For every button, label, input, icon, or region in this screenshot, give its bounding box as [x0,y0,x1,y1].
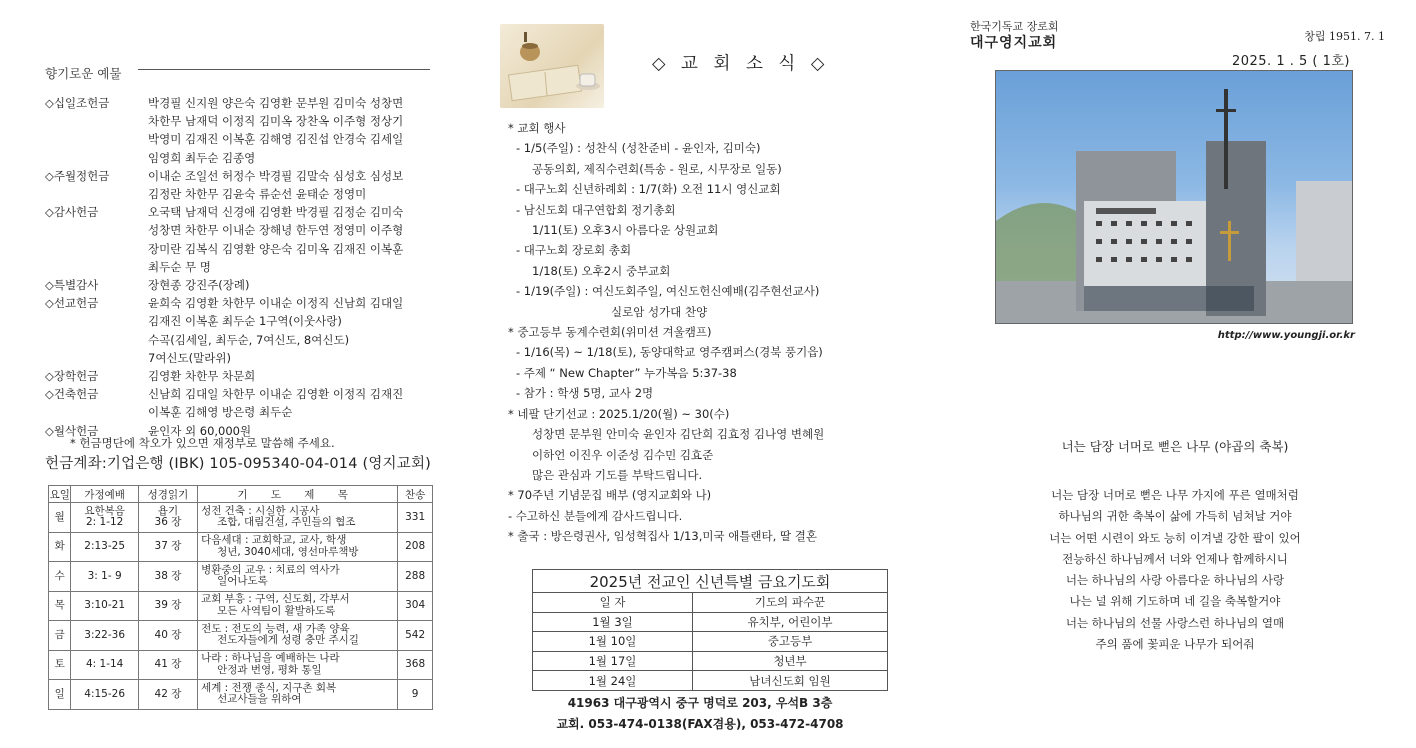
poem-line: 주의 품에 꽃피운 나무가 되어줘 [1095,637,1255,652]
table-header-row [533,593,888,613]
poem-title: 너는 담장 너머로 뻗은 나무 (야곱의 축복) [1061,439,1289,454]
issue-date: 2025. 1 . 5 ( 1호) [1231,54,1350,69]
reading-cell [138,532,197,562]
address-line: 41963 대구광역시 중구 명덕로 203, 우석B 3층 [567,696,833,710]
poem-line: 하나님의 귀한 축복이 삶에 가득히 넘쳐날 거야 [1058,509,1292,524]
founded-date: 창립 1951. 7. 1 [1304,30,1385,43]
news-item: 1/11(토) 오후3시 아름다운 상원교회 [532,223,719,238]
worship-line: 3:10-21 [84,599,126,611]
offering-account: 헌금계좌:기업은행 (IBK) 105-095340-04-014 (영지교회) [45,456,432,472]
news-title: ◇ 교 회 소 식 ◇ [652,54,830,74]
worship-cell [71,532,138,562]
offering-row [45,167,435,203]
church-name: 대구영지교회 [970,35,1058,51]
prayer-line: 성전 건축 : 시실한 시공사 [201,504,320,517]
news-item: * 출국 : 방은령권사, 임성혁집사 1/13,미국 애틀랜타, 딸 결혼 [508,529,817,544]
offering-row [45,294,435,367]
prayer-cell [198,621,398,651]
hymn-cell: 304 [398,591,433,621]
offering-names-line: 최두순 무 명 [148,259,211,274]
offering-row [45,385,435,421]
table-row [49,562,433,592]
offering-names [148,203,435,276]
offering-row [45,94,435,167]
reading-line: 42 장 [154,687,182,700]
prayer-cell [198,532,398,562]
offering-names-line: 임영희 최두순 김종영 [148,150,256,165]
worship-cell [71,562,138,592]
table-row [533,632,888,652]
table-row [533,651,888,671]
offering-names [148,385,435,421]
worship-line: 4:15-26 [84,687,126,700]
day-cell: 토 [49,650,71,680]
table-row [49,650,433,680]
offering-names-line: 차한무 남재덕 이정직 김미옥 장찬옥 이주형 정상기 [148,114,404,129]
offering-names-line: 7여신도(말라위) [148,350,231,365]
reading-cell [138,562,197,592]
phone-line: 교회. 053-474-0138(FAX겸용), 053-472-4708 [556,716,844,731]
news-item: * 네팔 단기선교 : 2025.1/20(월) ~ 30(수) [508,406,730,421]
hymn-cell: 331 [398,503,433,533]
reading-cell [138,650,197,680]
day-cell: 화 [49,532,71,562]
reading-line: 38 장 [154,569,182,582]
prayer-line: 전도 : 전도의 능력, 새 가족 양육 [201,622,350,635]
news-item: - 주제 “ New Chapter” 누가복음 5:37-38 [516,365,737,380]
offering-names-line: 장현종 강진주(장례) [148,278,250,293]
offering-category: ◇주월정헌금 [45,168,110,183]
prayer-cell [198,562,398,592]
news-item: * 중고등부 동계수련회(위미션 겨울캠프) [508,325,712,340]
offerings-note: * 헌금명단에 착오가 있으면 재정부로 말씀해 주세요. [70,436,335,450]
offering-row [45,276,435,294]
prayer-line: 전도자들에게 성령 충만 주시길 [217,634,359,647]
day-cell: 일 [49,680,71,710]
news-item: 실로암 성가대 찬양 [611,304,708,319]
poem-line: 나는 널 위해 기도하며 네 길을 축복할거야 [1069,594,1281,609]
date-cell: 1월 24일 [533,671,693,691]
date-cell: 1월 3일 [533,612,693,632]
prayer-line: 선교사들을 위하여 [217,693,302,706]
news-item: - 1/16(목) ~ 1/18(토), 동양대학교 영주캠퍼스(경북 풍기읍) [516,345,823,360]
church-address [500,693,900,734]
worship-line: 2: 1-12 [85,516,124,529]
news-item: 많은 관심과 기도를 부탁드립니다. [532,467,703,482]
offering-row [45,203,435,276]
offering-names-line: 이내순 조일선 허정수 박경필 김말숙 심성호 심성보 [148,168,404,183]
offering-category: ◇감사헌금 [45,205,99,220]
offering-names [148,367,435,385]
hymn-cell: 542 [398,621,433,651]
table-row [533,612,888,632]
divider [138,69,430,70]
offering-names-line: 윤인자 외 60,000원 [148,423,252,438]
news-item: 성창면 문부원 안미숙 윤인자 김단희 김효정 김나영 변혜원 [532,427,825,442]
news-item: * 교회 행사 [508,121,566,135]
date-cell: 1월 17일 [533,651,693,671]
offering-names-line: 윤희숙 김영환 차한무 이내순 이정직 신남희 김대일 [148,296,404,311]
table-row [49,680,433,710]
table-row [49,591,433,621]
day-cell: 금 [49,621,71,651]
worship-line: 4: 1-14 [85,658,124,670]
worship-line: 3: 1- 9 [87,569,122,582]
date-cell: 1월 10일 [533,632,693,652]
reading-line: 36 장 [154,516,182,529]
worship-cell [71,650,138,680]
reading-cell [138,621,197,651]
hymn-cell: 208 [398,532,433,562]
offering-row [45,367,435,385]
reading-line: 39 장 [154,599,182,611]
offering-names [148,294,435,367]
news-item: 1/18(토) 오후2시 중부교회 [532,263,671,278]
offering-category: ◇건축헌금 [45,387,99,402]
news-item: 공동의회, 제직수련회(특송 - 원로, 시무장로 일동) [532,161,782,176]
news-item: - 대구노회 장로회 총회 [516,243,632,258]
offering-names [148,276,435,294]
reading-cell [138,503,197,533]
prayer-cell [198,650,398,680]
worship-line: 3:22-36 [84,628,126,641]
offering-names-line: 김영환 차한무 차문희 [148,369,256,384]
table-row [533,671,888,691]
hymn-cell: 9 [398,680,433,710]
news-item: - 남신도회 대구연합회 정기총회 [516,202,676,217]
offering-category: ◇십일조헌금 [45,96,110,110]
poem-body [965,485,1385,655]
news-item: - 대구노회 신년하례회 : 1/7(화) 오전 11시 영신교회 [516,182,781,197]
church-website[interactable]: http://www.youngji.or.kr [1217,330,1355,341]
prayer-schedule-title: 2025년 전교인 신년특별 금요기도회 [533,570,888,593]
prayer-cell [198,680,398,710]
poem-line: 너는 담장 너머로 뻗은 나무 가지에 푸른 열매처럼 [1051,488,1299,502]
worship-cell [71,503,138,533]
worship-cell [71,680,138,710]
team-cell: 청년부 [693,651,888,671]
denomination: 한국기독교 장로회 [970,20,1059,33]
prayer-line: 나라 : 하나님을 예배하는 나라 [201,652,340,665]
offering-category: ◇특별감사 [45,278,99,293]
reading-line: 욥기 [157,504,179,517]
offering-names-line: 성창면 차한무 이내순 장해녕 한두연 정영미 이주형 [148,223,404,238]
poem-line: 너는 하나님의 사랑 아름다운 하나님의 사랑 [1065,573,1285,588]
reading-cell [138,680,197,710]
column-header: 기도의 파수꾼 [693,593,888,613]
day-cell: 수 [49,562,71,592]
reading-line: 41 장 [154,658,182,670]
prayer-line: 청년, 3040세대, 영선마루책방 [217,545,359,558]
cover-panel [965,0,1385,748]
prayer-line: 모든 사역팀이 활발하도록 [217,604,336,617]
reading-line: 37 장 [154,540,182,552]
church-building-image [995,70,1353,324]
coffee-book-image [500,24,604,108]
hymn-cell: 288 [398,562,433,592]
news-item: - 1/5(주일) : 성찬식 (성찬준비 - 윤인자, 김미숙) [516,141,761,156]
prayer-line: 일어나도록 [217,575,268,588]
reading-cell [138,591,197,621]
table-row [49,532,433,562]
worship-line: 2:13-25 [84,540,126,552]
prayer-line: 다음세대 : 교회학교, 교사, 학생 [201,534,347,547]
table-row [49,503,433,533]
offerings-panel [40,0,440,748]
news-item: - 수고하신 분들에게 감사드립니다. [508,508,683,523]
prayer-line: 세계 : 전쟁 종식, 지구촌 회복 [201,681,337,694]
offering-names-line: 장미란 김복식 김영환 양은숙 김미옥 김재진 이복훈 [148,241,404,256]
day-cell: 목 [49,591,71,621]
offering-names-line: 김정란 차한무 김윤숙 류순선 윤태순 정영미 [148,187,367,202]
worship-cell [71,591,138,621]
reading-line: 40 장 [154,628,182,641]
table-row [49,621,433,651]
news-item: - 1/19(주일) : 여신도회주일, 여신도헌신예배(김주현선교사) [516,284,820,299]
table-header-row [49,486,433,503]
worship-line: 요한복음 [84,504,125,517]
news-list [508,118,900,547]
offering-category: ◇월삭헌금 [45,423,99,438]
prayer-cell [198,503,398,533]
column-header: 찬송 [398,486,433,503]
offering-category: ◇선교헌금 [45,296,99,311]
offering-names-line: 박경필 신지원 양은숙 김영환 문부원 김미숙 성창면 [148,96,404,110]
offering-names-line: 김재진 이복훈 최두순 1구역(이웃사랑) [148,314,342,329]
offerings-title: 향기로운 예물 [45,66,122,81]
poem-line: 전능하신 하나님께서 너와 언제나 함께하시니 [1062,551,1288,566]
team-cell: 중고등부 [693,632,888,652]
poem-line: 너는 하나님의 선물 사랑스런 하나님의 열매 [1065,615,1285,630]
offering-names-line: 신남희 김대일 차한무 이내순 김영환 이정직 김재진 [148,387,404,402]
column-header: 가정예배 [71,486,138,503]
worship-cell [71,621,138,651]
news-item: * 70주년 기념문집 배부 (영지교회와 나) [508,488,712,503]
offering-names-line: 오국택 남재덕 신경애 김영환 박경필 김정순 김미숙 [148,205,404,220]
prayer-schedule-table [532,569,888,691]
prayer-line: 병환중의 교우 : 치료의 역사가 [201,563,340,576]
team-cell: 유치부, 어린이부 [693,612,888,632]
prayer-line: 교회 부흥 : 구역, 신도회, 각부서 [201,593,350,606]
church-news-panel [500,0,900,748]
column-header: 요일 [49,486,71,503]
offering-names [148,167,435,203]
column-header: 기 도 제 목 [198,486,398,503]
prayer-line: 안정과 번영, 평화 통일 [217,663,322,676]
poem-line: 너는 어떤 시련이 와도 능히 이겨낼 강한 팔이 있어 [1049,530,1301,545]
offering-category: ◇장학헌금 [45,369,99,384]
bible-reading-table [48,485,433,710]
offering-names-line: 박영미 김재진 이복훈 김해영 김진섭 안경숙 김세일 [148,132,404,147]
offering-names-line: 이복훈 김해영 방은령 최두순 [148,405,293,420]
news-item: - 참가 : 학생 5명, 교사 2명 [516,386,654,401]
offering-names [148,94,435,167]
offering-names-line: 수곡(김세일, 최두순, 7여신도, 8여신도) [148,332,350,347]
column-header: 일 자 [533,593,693,613]
prayer-cell [198,591,398,621]
column-header: 성경읽기 [138,486,197,503]
hymn-cell: 368 [398,650,433,680]
day-cell: 월 [49,503,71,533]
team-cell: 남녀신도회 임원 [693,671,888,691]
offerings-list [45,94,435,440]
news-item: 이하언 이진우 이준성 김수민 김효준 [532,447,714,462]
prayer-line: 조합, 대림건설, 주민들의 협조 [217,516,356,529]
